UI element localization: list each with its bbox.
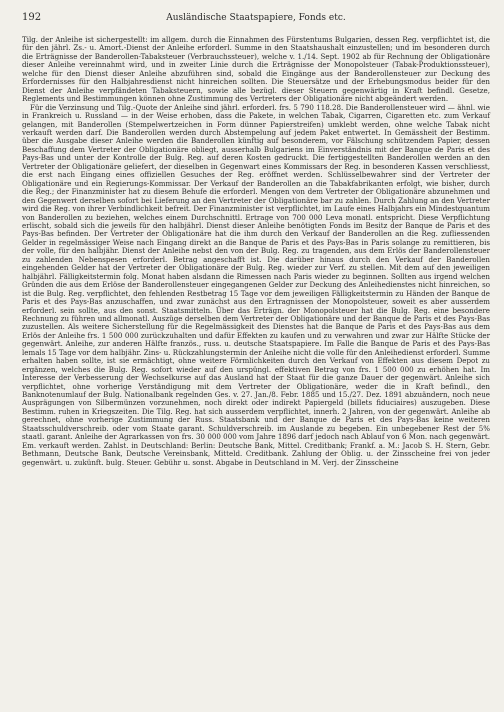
- page-number: 192: [22, 12, 42, 23]
- paragraph: Für die Verzinsung und Tilg.-Quote der Anleihe sind jährl. erforderl. frs. 5 790 118.28. Die Banderollensteuer wird — ähnl. wie in Frankreich u. Russland — in der Weise erhoben, dass die Pakete, in welchen Tabak, Cigarren, Cigaretten etc. zum Verkauf gelangen, mit Banderollen (Stempelwertzeichen in Form dünner Papierstreifen) umklebt werden, ohne welche Tabak nicht verkauft werden darf. Die Banderollen werden durch Abstempelung auf jedem Paket entwertet. In Gemässheit der Bestimm. über die Ausgabe dieser Anleihe werden die Banderollen künftig auf besonderem, vor Fälschung schützendem Papier, dessen Beschaffung dem Vertreter der Obligationäre obliegt, ausserhalb Bulgariens im Einverständnis mit der Banque de Paris et des Pays-Bas und unter der Kontrolle der Bulg. Reg. auf deren Kosten gedruckt. Die fertiggestellten Banderollen werden an den Vertreter der Obligationäre geliefert, der dieselben in Gegenwart eines Kommissars der Reg. in besonderen Kassen verschliesst, die erst nach Eingang eines offiziellen Gesuches der Reg. eröffnet werden. Schlüsselbewahrer sind der Vertreter der Obligationäre und ein Regierungs-Kommissar. Der Verkauf der Banderollen an die Tabakfabrikanten erfolgt, wie bisher, durch die Reg.; der Finanzminister hat zu diesem Behufe die erforderl. Mengen von dem Vertreter der Obligationäre abzunehmen und den Gegenwert derselben sofort bei Lieferung an den Vertreter der Obligationäre bar zu zahlen. Durch Zahlung an den Vertreter wird die Reg. von ihrer Verbindlichkeit befreit. Der Finanzminister ist verpflichtet, im Laufe eines Halbjahrs ein Mindestquantum von Banderollen zu beziehen, welches einem Durchschnittl. Ertrage von 700 000 Leva monatl. entspricht. Diese Verpflichtung erlischt, sobald sich die jeweils für den halbjährl. Dienst dieser Anleihe benötigten Fonds im Besitz der Banque de Paris et des Pays-Bas befinden. Der Vertreter der Obligationäre hat die ihm durch den Verkauf der Banderollen an die Reg. zufliessenden Gelder in regelmässiger Weise nach Eingang direkt an die Banque de Paris et des Pays-Bas in Paris solange zu remittieren, bis der volle, für den halbjähr. Dienst der Anleihe nebst den von der Bulg. Reg. zu tragenden, aus dem Erlös der Banderollensteuer zu zahlenden Nebenspesen erforderl. Betrag angeschafft ist. Die darüber hinaus durch den Verkauf der Banderollen eingehenden Gelder hat der Vertreter der Obligationäre der Bulg. Reg. wieder zur Verf. zu stellen. Mit dem auf den jeweiligen halbjährl. Fälligkeitstermin folg. Monat haben alsdann die Rimessen nach Paris wieder zu beginnen. Sollten aus irgend welchen Gründen die aus dem Erlöse der Banderollensteuer eingegangenen Gelder zur Deckung des Anleihedienstes nicht hinreichen, so ist die Bulg. Reg. verpflichtet, den fehlenden Restbetrag 15 Tage vor dem jeweiligen Fälligkeitstermin zu Händen der Banque de Paris et des Pays-Bas anzuschaffen, und zwar zunächst aus den Ertragnissen der Monopolsteuer, soweit es aber ausserdem erforderl. sein sollte, aus den sonst. Staatsmitteln. Über das Erträgn. der Monopolsteuer hat die Bulg. Reg. eine besondere Rechnung zu führen und allmonatl. Auszüge derselben dem Vertreter der Obligationäre und der Banque de Paris et des Pays-Bas zuzustellen. Als weitere Sicherstellung für die Regelmässigkeit des Dienstes hat die Banque de Paris et des Pays-Bas aus dem Erlös der Anleihe frs. 1 500 000 zurückzuhalten und dafür Effekten zu kaufen und zu verwahren und zwar zur Hälfte Stücke der gegenwärt. Anleihe, zur anderen Hälfte französ., russ. u. deutsche Staatspapiere. Im Falle die Banque de Paris et des Pays-Bas lemals 15 Tage vor dem halbjähr. Zins- u. Rückzahlungstermin der Anleihe nicht die volle für den Anleihedienst erforderl. Summe erhalten haben sollte, ist sie ermächtigt, ohne weitere Förmlichkeiten durch den Verkauf von Effekten aus diesem Depot zu ergänzen, welches die Bulg. Reg. sofort wieder auf den urspüngl. effektiven Betrag von frs. 1 500 000 zu erhöhen hat. Im Interesse der Verbesserung der Wechselkurse auf das Ausland hat der Staat für die ganze Dauer der gegenwärt. Anleihe sich verpflichtet, ohne vorherige Verständigung mit dem Vertreter der Obligationäre, weder die in Kraft befindl., den Banknotenumlauf der Bulg. Nationalbank regelnden Ges. v. 27. Jan./8. Febr. 1885 und 15./27. Dez. 1891 abzuändern, noch neue Ausprägungen von Silbermünzen vorzunehmen, noch direkt oder indirekt Papiergeld (billets fiduciaires) auszugeben. Diese Bestimm. ruhen in Kriegszeiten. Die Tilg. Reg. hat sich ausserdem verpflichtet, innerh. 2 Jahren, von der gegenwärt. Anleihe ab gerechnet, ohne vorherige Zustimmung der Russ. Staatsbank und der Banque de Paris et des Pays-Bas keine weiteren Staatsschuldverschreib. oder vom Staate garant. Schuldverschreib. im Auslande zu begeben. Ein unbegebener Rest der 5% staatl. garant. Anleihe der Agrarkassen von frs. 30 000 000 vom Jahre 1896 darf jedoch nach Ablauf von 6 Mon. nach gegenwärt. Em. verkauft werden. Zahlst. in Deutschland: Berlin: Deutsche Bank, Mittel. Creditbank; Frankf. a. M.: Jacob S. H. Stern, Gebr. Bethmann, Deutsche Bank, Deutsche Vereinsbank, Mitteld. Creditbank. Zahlung der Oblig. u. der Zinsscheine frei von jeder gegenwärt. u. zukünft. bulg. Steuer. Gebühr u. sonst. Abgabe in Deutschland in M. Verj. der Zinsscheine: [22, 102, 490, 467]
- body-text: [22, 36, 490, 467]
- page-header: [22, 10, 490, 26]
- running-title: Ausländische Staatspapiere, Fonds etc.: [166, 13, 346, 23]
- paragraph: Tilg. der Anleihe ist sichergestellt: im allgem. durch die Einnahmen des Fürstentums Bulgarien, dessen Reg. verpflichtet ist, die für den jährl. Zs.- u. Amort.-Dienst der Anleihe erforderl. Summe in den Staatshaushalt einzustellen; und im besonderen durch die Erträgnisse der Banderollen-Tabaksteuer (Verbrauchssteuer), welche v. 1./14. Sept. 1902 ab für Rechnung der Obligationäre dieser Anleihe vereinnahmt wird, und in zweiter Linie durch die Erträgnisse der Monopolsteuer (Tabak-Produktionssteuer), welche für den Dienst dieser Anleihe abzuführen sind, sobald die Eingänge aus der Banderollensteuer zur Deckung des Erfordernisses für den Halbjahresdienst nicht hinreichen sollten. Die Steuersätze und der Erhebungsmodus beider für den Dienst der Anleihe verpfändeten Tabaksteuern, sowie alle bezügl. dieser Steuern gegenwärtig in Kraft befindl. Gesetze, Reglements und Bestimmungen können ohne Zustimmung des Vertreters der Obligationäre nicht abgeändert werden.: [22, 35, 490, 104]
